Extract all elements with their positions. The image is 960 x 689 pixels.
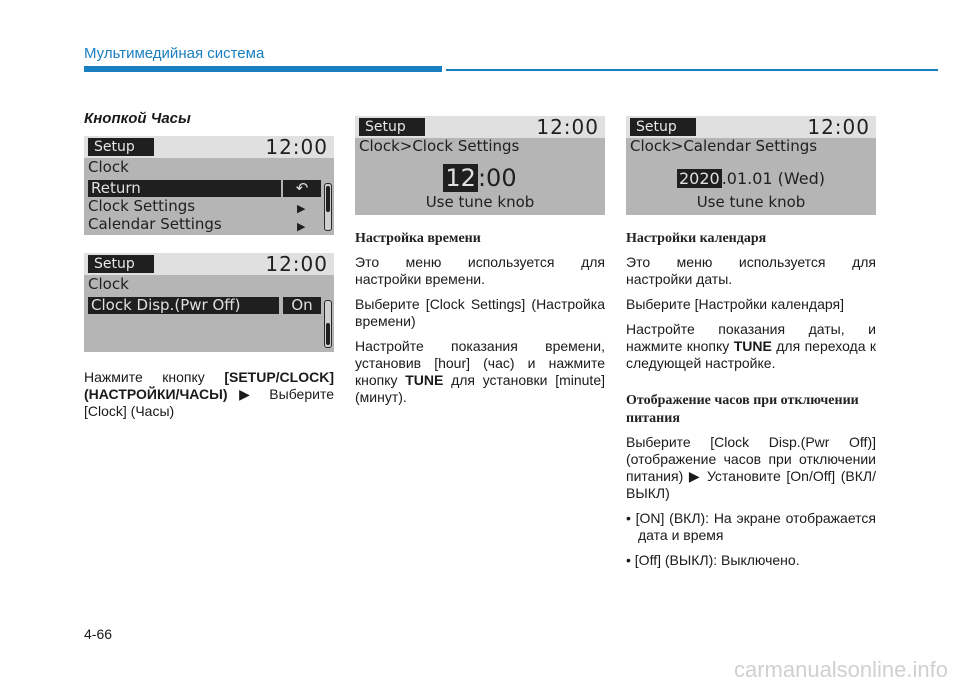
chevron-right-icon: ▶ bbox=[297, 220, 306, 233]
minute-field[interactable]: 00 bbox=[486, 164, 517, 192]
lcd-screen-clock-settings bbox=[355, 116, 605, 215]
column-1 bbox=[84, 110, 334, 127]
section-title: Мультимедийная система bbox=[84, 45, 265, 62]
lcd-screen-calendar-settings bbox=[626, 116, 876, 215]
return-icon[interactable]: ↶ bbox=[283, 180, 321, 197]
lcd-screen-clock-menu bbox=[84, 136, 334, 235]
lcd-menu-title: Clock bbox=[88, 158, 129, 176]
paragraph: Это меню используется для настройки времени. bbox=[355, 254, 605, 287]
paragraph: Выберите [Настройки календаря] bbox=[626, 296, 844, 312]
lcd-screen-clock-disp bbox=[84, 253, 334, 352]
lcd-setup-label: Setup bbox=[88, 138, 154, 156]
lcd-hint: Use tune knob bbox=[696, 193, 806, 211]
lcd-setup-label: Setup bbox=[88, 255, 154, 273]
bullet-item-on: • [ON] (ВКЛ): На экране отображается дата и время bbox=[626, 510, 876, 543]
heading-clock-display-power-off: Отображение часов при отключении питания bbox=[626, 393, 859, 426]
page-number: 4-66 bbox=[84, 626, 113, 642]
scrollbar[interactable] bbox=[324, 300, 332, 348]
header-bar bbox=[84, 66, 442, 72]
heading-clock-button: Кнопкой Часы bbox=[84, 110, 191, 127]
lcd-time: 12:00 bbox=[265, 253, 328, 276]
tune-button-name: TUNE bbox=[405, 372, 444, 388]
date-setting-value bbox=[626, 169, 876, 189]
paragraph: Это меню используется для настройки даты. bbox=[626, 254, 876, 287]
lcd-setup-label: Setup bbox=[359, 118, 425, 136]
instruction-paragraph: Нажмите кнопку [SETUP/CLOCK] (НАСТРОЙКИ/ЧАСЫ) ▶ Выберите [Clock] (Часы) bbox=[84, 369, 334, 419]
lcd-item-clock-disp[interactable]: Clock Disp.(Pwr Off) bbox=[88, 297, 279, 314]
bullet-item-off: • [Off] (ВЫКЛ): Выключено. bbox=[626, 552, 800, 568]
watermark: carmanualsonline.info bbox=[733, 657, 948, 682]
heading-calendar-settings: Настройки календаря bbox=[626, 231, 767, 246]
chevron-right-icon: ▶ bbox=[297, 202, 306, 215]
lcd-hint: Use tune knob bbox=[425, 193, 535, 211]
header-line bbox=[446, 69, 938, 71]
heading-time-setting: Настройка времени bbox=[355, 231, 481, 246]
lcd-time: 12:00 bbox=[265, 136, 328, 159]
lcd-value-on[interactable]: On bbox=[283, 297, 321, 314]
paragraph: Выберите [Clock Settings] (Настройка времени) bbox=[355, 296, 605, 329]
lcd-item-calendar-settings[interactable]: Calendar Settings bbox=[88, 215, 222, 233]
year-field[interactable]: 2020 bbox=[678, 169, 720, 188]
paragraph: Настройте показания даты, и нажмите кнопку TUNE для перехода к следующей настройке. bbox=[626, 321, 877, 371]
step-arrow-icon: ▶ bbox=[239, 386, 258, 402]
lcd-setup-label: Setup bbox=[630, 118, 696, 136]
tune-button-name: TUNE bbox=[733, 338, 772, 354]
step-arrow-icon: ▶ bbox=[688, 468, 702, 484]
paragraph: Настройте показания времени, установив [hour] (час) и нажмите кнопку TUNE для установки [minute] (минут). bbox=[355, 338, 606, 405]
scrollbar[interactable] bbox=[324, 183, 332, 231]
column-2-text bbox=[355, 230, 605, 414]
column-3-text bbox=[626, 230, 876, 577]
lcd-menu-title: Clock>Clock Settings bbox=[359, 137, 520, 155]
lcd-menu-title: Clock bbox=[88, 275, 129, 293]
paragraph: Выберите [Clock Disp.(Pwr Off)] (отображение часов при отключении питания) ▶ Установите [On/Off] (ВКЛ/ВЫКЛ) bbox=[626, 434, 876, 501]
lcd-menu-title: Clock>Calendar Settings bbox=[630, 137, 818, 155]
hour-field[interactable]: 12 bbox=[445, 164, 476, 192]
lcd-time: 12:00 bbox=[807, 116, 870, 139]
lcd-item-return[interactable]: Return bbox=[88, 180, 281, 197]
column-1-text bbox=[84, 369, 334, 428]
setup-clock-button-name: [SETUP/CLOCK] (НАСТРОЙКИ/ЧАСЫ) bbox=[84, 369, 334, 402]
lcd-time: 12:00 bbox=[536, 116, 599, 139]
time-setting-value: 12:00 bbox=[445, 164, 517, 192]
lcd-item-clock-settings[interactable]: Clock Settings bbox=[88, 197, 196, 215]
date-rest: .01.01 (Wed) bbox=[721, 169, 826, 188]
